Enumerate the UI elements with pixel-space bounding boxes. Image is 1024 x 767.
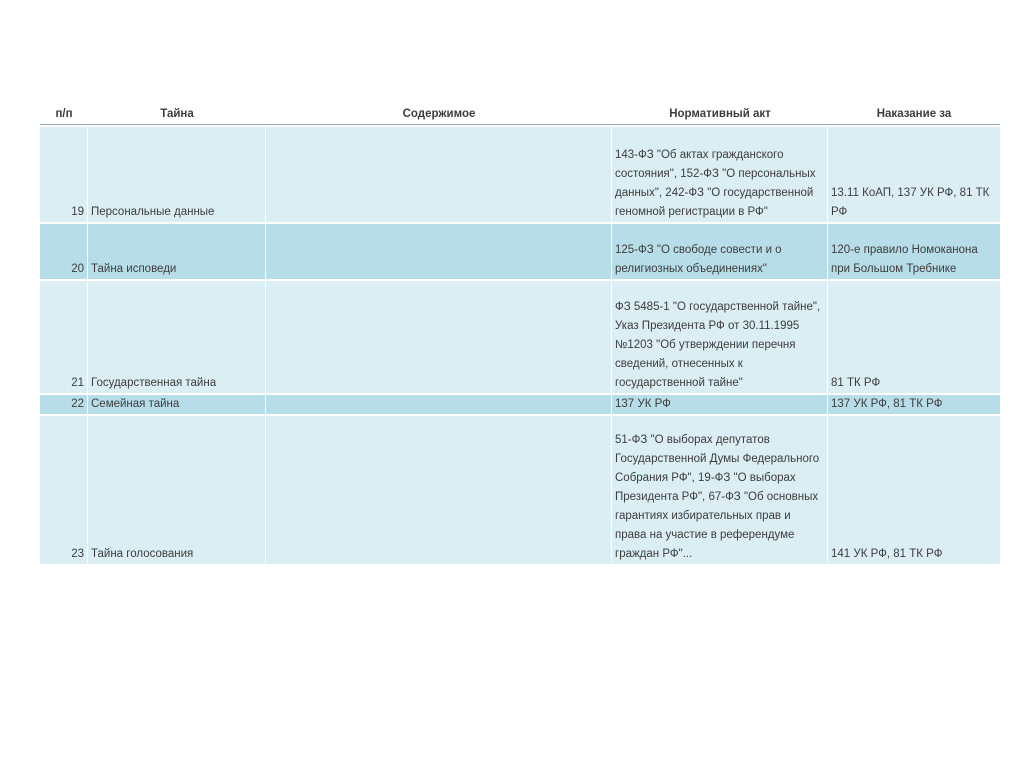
header-name: Тайна bbox=[88, 105, 266, 125]
row-act: 137 УК РФ bbox=[612, 395, 828, 414]
row-punishment: 13.11 КоАП, 137 УК РФ, 81 ТК РФ bbox=[828, 127, 1000, 222]
row-content bbox=[266, 395, 612, 414]
row-num: 21 bbox=[40, 281, 88, 393]
row-punishment: 120-е правило Номоканона при Большом Требнике bbox=[828, 224, 1000, 279]
table-row bbox=[40, 224, 1000, 279]
row-name: Семейная тайна bbox=[88, 395, 266, 414]
table-header-row bbox=[40, 105, 1000, 125]
row-content bbox=[266, 416, 612, 564]
row-content bbox=[266, 224, 612, 279]
table-row bbox=[40, 395, 1000, 414]
table-row bbox=[40, 127, 1000, 222]
row-punishment: 137 УК РФ, 81 ТК РФ bbox=[828, 395, 1000, 414]
header-content: Содержимое bbox=[266, 105, 612, 125]
row-act: ФЗ 5485-1 "О государственной тайне", Указ Президента РФ от 30.11.1995 №1203 "Об утверждении перечня сведений, отнесенных к государственной тайне" bbox=[612, 281, 828, 393]
row-num: 23 bbox=[40, 416, 88, 564]
row-num: 22 bbox=[40, 395, 88, 414]
row-punishment: 141 УК РФ, 81 ТК РФ bbox=[828, 416, 1000, 564]
row-punishment: 81 ТК РФ bbox=[828, 281, 1000, 393]
row-name: Тайна голосования bbox=[88, 416, 266, 564]
header-act: Нормативный акт bbox=[612, 105, 828, 125]
row-name: Государственная тайна bbox=[88, 281, 266, 393]
row-act: 51-ФЗ "О выборах депутатов Государственной Думы Федерального Собрания РФ", 19-ФЗ "О выборах Президента РФ", 67-ФЗ "Об основных гарантиях избирательных прав и права на участие в референдуме граждан РФ"... bbox=[612, 416, 828, 564]
table-row bbox=[40, 416, 1000, 564]
row-act: 143-ФЗ "Об актах гражданского состояния", 152-ФЗ "О персональных данных", 242-ФЗ "О государственной геномной регистрации в РФ" bbox=[612, 127, 828, 222]
row-act: 125-ФЗ "О свободе совести и о религиозных объединениях" bbox=[612, 224, 828, 279]
header-punishment: Наказание за bbox=[828, 105, 1000, 125]
row-content bbox=[266, 127, 612, 222]
row-name: Персональные данные bbox=[88, 127, 266, 222]
row-name: Тайна исповеди bbox=[88, 224, 266, 279]
row-num: 20 bbox=[40, 224, 88, 279]
row-num: 19 bbox=[40, 127, 88, 222]
table-row bbox=[40, 281, 1000, 393]
header-num: п/п bbox=[40, 105, 88, 125]
row-content bbox=[266, 281, 612, 393]
secrets-table bbox=[40, 103, 1000, 566]
